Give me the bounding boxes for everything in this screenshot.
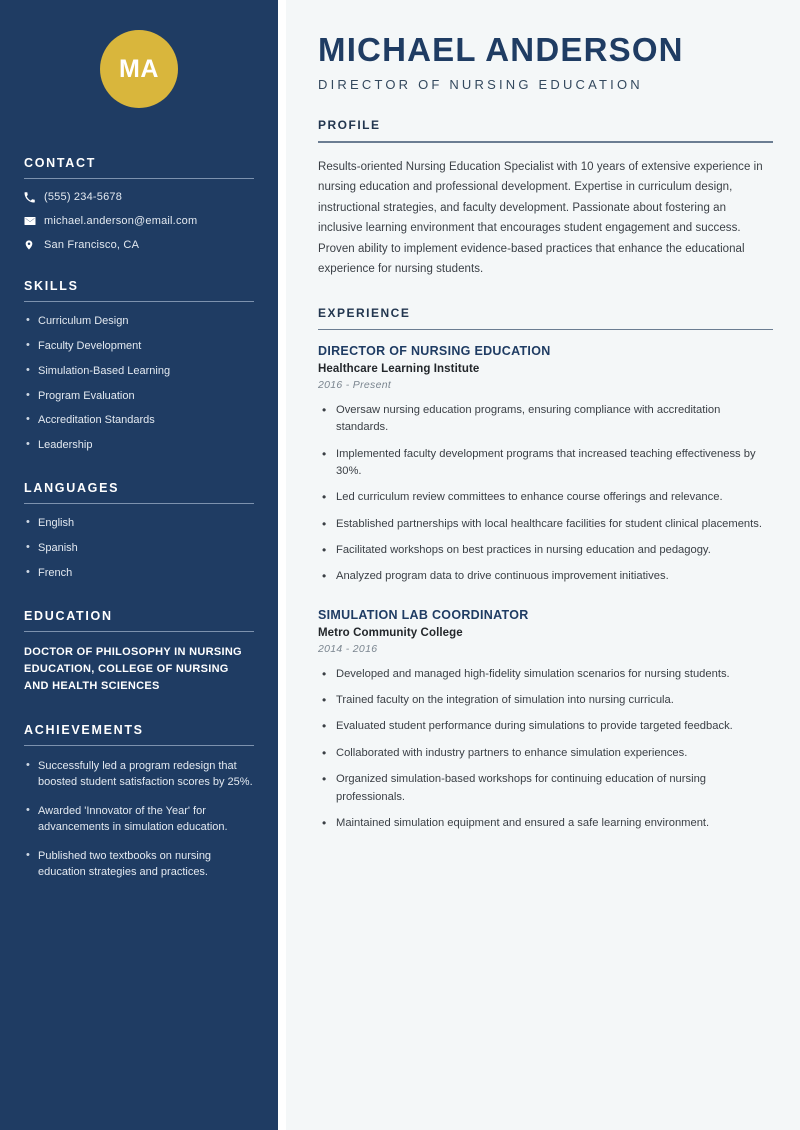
page-title: MICHAEL ANDERSON (318, 31, 684, 68)
experience-job-title: DIRECTOR OF NURSING EDUCATION (318, 343, 551, 358)
contact-phone-value: (555) 234-5678 (44, 191, 123, 203)
list-item: • Developed and managed high-fidelity simulation scenarios for nursing students. (318, 666, 773, 683)
profile-text: Results-oriented Nursing Education Specialist with 10 years of extensive experience in nursing education and professional development. Expertise in curriculum design, instructional strategies, and faculty development. Passionate about fostering an inclusive learning environment that encourages student engagement and success. Proven ability to implement evidence-based practices that enhance the educational experience for nursing students. (318, 160, 763, 276)
achievements-list (24, 758, 254, 881)
profile-divider (318, 141, 773, 142)
list-item: • Simulation-Based Learning (24, 364, 254, 379)
list-item: • Evaluated student performance during simulations to provide targeted feedback. (318, 718, 773, 735)
list-item: • Analyzed program data to drive continuous improvement initiatives. (318, 568, 773, 585)
job-role-subtitle: DIRECTOR OF NURSING EDUCATION (318, 77, 643, 93)
section-profile (318, 118, 773, 279)
skills-divider (24, 301, 254, 302)
experience-organization: Metro Community College (318, 626, 463, 639)
achievements-heading: ACHIEVEMENTS (24, 722, 144, 737)
languages-divider (24, 503, 254, 504)
column-gap (278, 0, 286, 1130)
email-icon (24, 215, 44, 227)
phone-icon (24, 192, 44, 203)
list-item: • Faculty Development (24, 339, 254, 354)
list-item: • English (24, 516, 254, 531)
languages-list (24, 516, 254, 581)
sidebar-section-languages (24, 481, 254, 581)
list-item: • Accreditation Standards (24, 413, 254, 428)
contact-row-phone[interactable] (24, 191, 254, 203)
experience-bullet-list (318, 666, 773, 833)
list-item: • Implemented faculty development programs that increased teaching effectiveness by 30%. (318, 446, 773, 481)
sidebar-section-achievements (24, 723, 254, 881)
avatar: MA (100, 30, 178, 108)
location-pin-icon (24, 239, 44, 251)
sidebar-section-contact (24, 156, 254, 251)
list-item: • Maintained simulation equipment and ensured a safe learning environment. (318, 815, 773, 832)
languages-heading: LANGUAGES (24, 481, 120, 496)
experience-dates: 2016 - Present (318, 378, 392, 391)
sidebar (0, 0, 278, 1130)
list-item: • Leadership (24, 438, 254, 453)
profile-heading: PROFILE (318, 118, 381, 133)
list-item: • Successfully led a program redesign that boosted student satisfaction scores by 25%. (24, 758, 254, 791)
education-divider (24, 631, 254, 632)
list-item: • Established partnerships with local healthcare facilities for student clinical placements. (318, 516, 773, 533)
list-item: • Program Evaluation (24, 389, 254, 404)
education-heading: EDUCATION (24, 608, 113, 623)
experience-job-title: SIMULATION LAB COORDINATOR (318, 607, 529, 622)
list-item: • Organized simulation-based workshops for continuing education of nursing professionals. (318, 771, 773, 806)
contact-email-value: michael.anderson@email.com (44, 215, 198, 227)
list-item: • Oversaw nursing education programs, ensuring compliance with accreditation standards. (318, 402, 773, 437)
achievements-divider (24, 745, 254, 746)
experience-organization: Healthcare Learning Institute (318, 362, 480, 375)
education-entry: DOCTOR OF PHILOSOPHY IN NURSING EDUCATION, COLLEGE OF NURSING AND HEALTH SCIENCES (24, 645, 242, 692)
contact-row-location[interactable] (24, 239, 254, 251)
contact-heading: CONTACT (24, 156, 97, 170)
list-item: • Published two textbooks on nursing education strategies and practices. (24, 848, 254, 881)
list-item: • French (24, 566, 254, 581)
section-experience (318, 306, 773, 833)
sidebar-section-education (24, 609, 254, 695)
list-item: • Trained faculty on the integration of simulation into nursing curricula. (318, 692, 773, 709)
experience-heading: EXPERIENCE (318, 305, 411, 320)
contact-row-email[interactable] (24, 215, 254, 227)
contact-location-value: San Francisco, CA (44, 239, 140, 251)
experience-bullet-list (318, 402, 773, 586)
experience-entry (318, 608, 773, 833)
experience-entry (318, 344, 773, 586)
skills-heading: SKILLS (24, 279, 79, 293)
list-item: • Awarded 'Innovator of the Year' for advancements in simulation education. (24, 803, 254, 836)
sidebar-section-skills (24, 279, 254, 453)
list-item: • Led curriculum review committees to enhance course offerings and relevance. (318, 489, 773, 506)
list-item: • Curriculum Design (24, 314, 254, 329)
list-item: • Spanish (24, 541, 254, 556)
skills-list (24, 314, 254, 453)
experience-dates: 2014 - 2016 (318, 642, 378, 655)
main-content (286, 0, 800, 1130)
avatar-container (24, 0, 254, 108)
experience-divider (318, 329, 773, 330)
list-item: • Collaborated with industry partners to enhance simulation experiences. (318, 745, 773, 762)
list-item: • Facilitated workshops on best practices in nursing education and pedagogy. (318, 542, 773, 559)
contact-divider (24, 178, 254, 179)
